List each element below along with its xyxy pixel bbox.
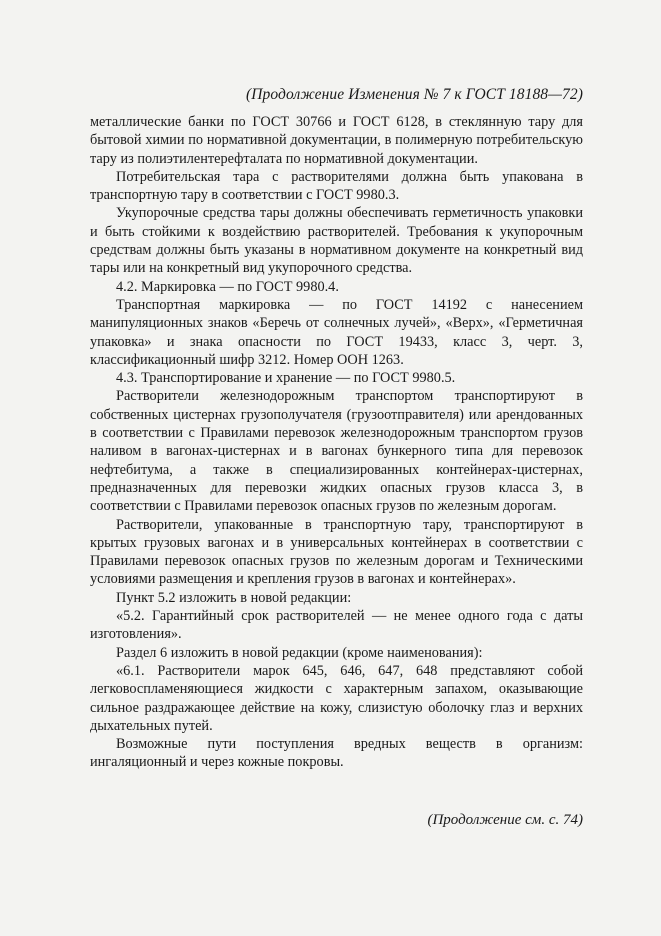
paragraph-consumer-packaging: Потребительская тара с растворителями должна быть упакована в транспортную тару в соответствии с ГОСТ 9980.3. (90, 168, 583, 204)
paragraph-warranty: «5.2. Гарантийный срок растворителей — не менее одного года с даты изготовления». (90, 608, 583, 643)
paragraph-packed-transport: Растворители, упакованные в транспортную тару, транспортируют в крытых грузовых вагонах и в универсальных контейнерах в соответствии с Правилами перевозок опасных грузов по железным дорогам и Техническими условиями размещения и крепления грузов в вагонах и контейнерах». (90, 516, 583, 588)
paragraph-marking-heading: 4.2. Маркировка — по ГОСТ 9980.4. (116, 278, 339, 295)
paragraph-clause-5-2-instruction: Пункт 5.2 изложить в новой редакции: (116, 589, 352, 606)
paragraph-packaging-continued: металлические банки по ГОСТ 30766 и ГОСТ 6128, в стеклянную тару для бытовой химии по нормативной документации, в полимерную потребительскую тару из полиэтилентерефталата по нормативной документации. (90, 114, 583, 167)
paragraph-transport-marking: Транспортная маркировка — по ГОСТ 14192 с нанесением манипуляционных знаков «Беречь от солнечных лучей», «Верх», «Герметичная упаковка» и знака опасности по ГОСТ 19433, класс 3, черт. 3, классификационный шифр 3212. Номер ООН 1263. (90, 296, 583, 368)
paragraph-exposure-routes: Возможные пути поступления вредных веществ в организм: ингаляционный и через кожные покровы. (90, 736, 583, 771)
continuation-footer: (Продолжение см. с. 74) (427, 812, 583, 828)
paragraph-transport-storage-heading: 4.3. Транспортирование и хранение — по ГОСТ 9980.5. (116, 370, 456, 387)
paragraph-hazard-description: «6.1. Растворители марок 645, 646, 647, 648 представляют собой легковоспламеняющиеся жидкости с характерным запахом, оказывающие сильное раздражающее действие на кожу, слизистую оболочку глаз и верхних дыхательных путей. (90, 662, 583, 734)
paragraph-rail-transport: Растворители железнодорожным транспортом транспортируют в собственных цистернах грузополучателя (грузоотправителя) или арендованных в соответствии с Правилами перевозок железнодорожным транспортом грузов наливом в вагонах-цистернах и в вагонах бункерного типа для перевозок нефтебитума, а также в специализированных контейнерах-цистернах, предназначенных для перевозки жидких опасных грузов класса 3, в соответствии с Правилами перевозок опасных грузов по железным дорогам. (90, 388, 583, 515)
continuation-header: (Продолжение Изменения № 7 к ГОСТ 18188—72) (246, 86, 583, 103)
paragraph-closures: Укупорочные средства тары должны обеспечивать герметичность упаковки и быть стойкими к воздействию растворителей. Требования к укупорочным средствам должны быть указаны в нормативном документе на конкретный вид тары или на конкретный вид укупорочного средства. (90, 205, 583, 277)
paragraph-section-6-instruction: Раздел 6 изложить в новой редакции (кроме наименования): (116, 644, 483, 661)
document-body (90, 113, 583, 772)
